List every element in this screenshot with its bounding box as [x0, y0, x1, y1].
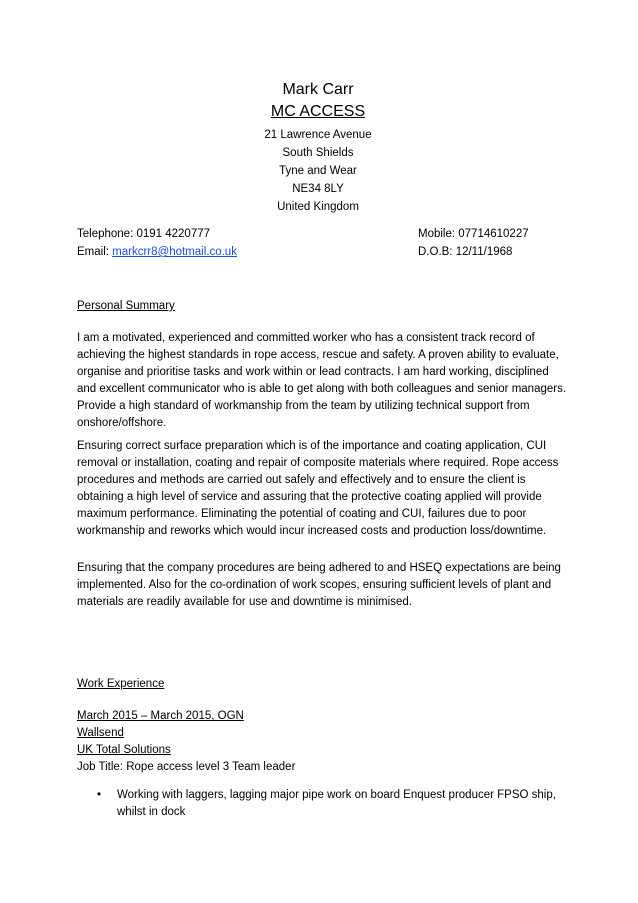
date-of-birth: D.O.B: 12/11/1968: [418, 246, 513, 258]
job-location: Wallsend: [77, 727, 124, 739]
address-line: United Kingdom: [277, 201, 359, 213]
email-link[interactable]: markcrr8@hotmail.co.uk: [112, 246, 237, 258]
email-label: Email:: [77, 246, 113, 258]
summary-paragraph: I am a motivated, experienced and committed worker who has a consistent track record of achieving the highest standards in rope access, rescue and safety. A proven ability to evaluate, organise and prioritise tasks and work within or lead contracts. I am hard working, disciplined and excellent communicator who is able to get along with both colleagues and senior managers. Provide a high standard of workmanship from the team by utilizing technical support from onshore/offshore.: [77, 332, 567, 429]
email-row: [77, 243, 237, 261]
job-company: UK Total Solutions: [77, 744, 171, 756]
address-line: South Shields: [282, 147, 354, 159]
work-experience-heading: Work Experience: [77, 678, 165, 690]
address-line: 21 Lawrence Avenue: [264, 129, 372, 141]
candidate-name: Mark Carr: [282, 81, 354, 98]
job-title: Job Title: Rope access level 3 Team leader: [77, 761, 296, 773]
company-name: MC ACCESS: [270, 103, 366, 120]
personal-summary-heading: Personal Summary: [77, 300, 175, 312]
bullet-icon: •: [97, 789, 102, 801]
address-line: NE34 8LY: [292, 183, 344, 195]
summary-paragraph: Ensuring correct surface preparation which is of the importance and coating application, CUI removal or installation, coating and repair of composite materials where required. Rope access procedures and methods are carried out safely and effectively and to ensure the client is obtaining a high level of service and assuring that the protective coating applied will provide maximum performance. Eliminating the potential of coating and CUI, failures due to poor workmanship and reworks which would incur increased costs and production loss/downtime.: [77, 440, 559, 537]
bullet-text: Working with laggers, lagging major pipe work on board Enquest producer FPSO ship, whilst in dock: [117, 789, 556, 818]
address-line: Tyne and Wear: [279, 165, 357, 177]
summary-paragraph: Ensuring that the company procedures are being adhered to and HSEQ expectations are being implemented. Also for the co-ordination of work scopes, ensuring sufficient levels of plant and materials are readily available for use and downtime is minimised.: [77, 562, 561, 608]
job-dates: March 2015 – March 2015, OGN: [77, 710, 244, 722]
telephone: Telephone: 0191 4220777: [77, 228, 211, 240]
mobile: Mobile: 07714610227: [418, 228, 529, 240]
